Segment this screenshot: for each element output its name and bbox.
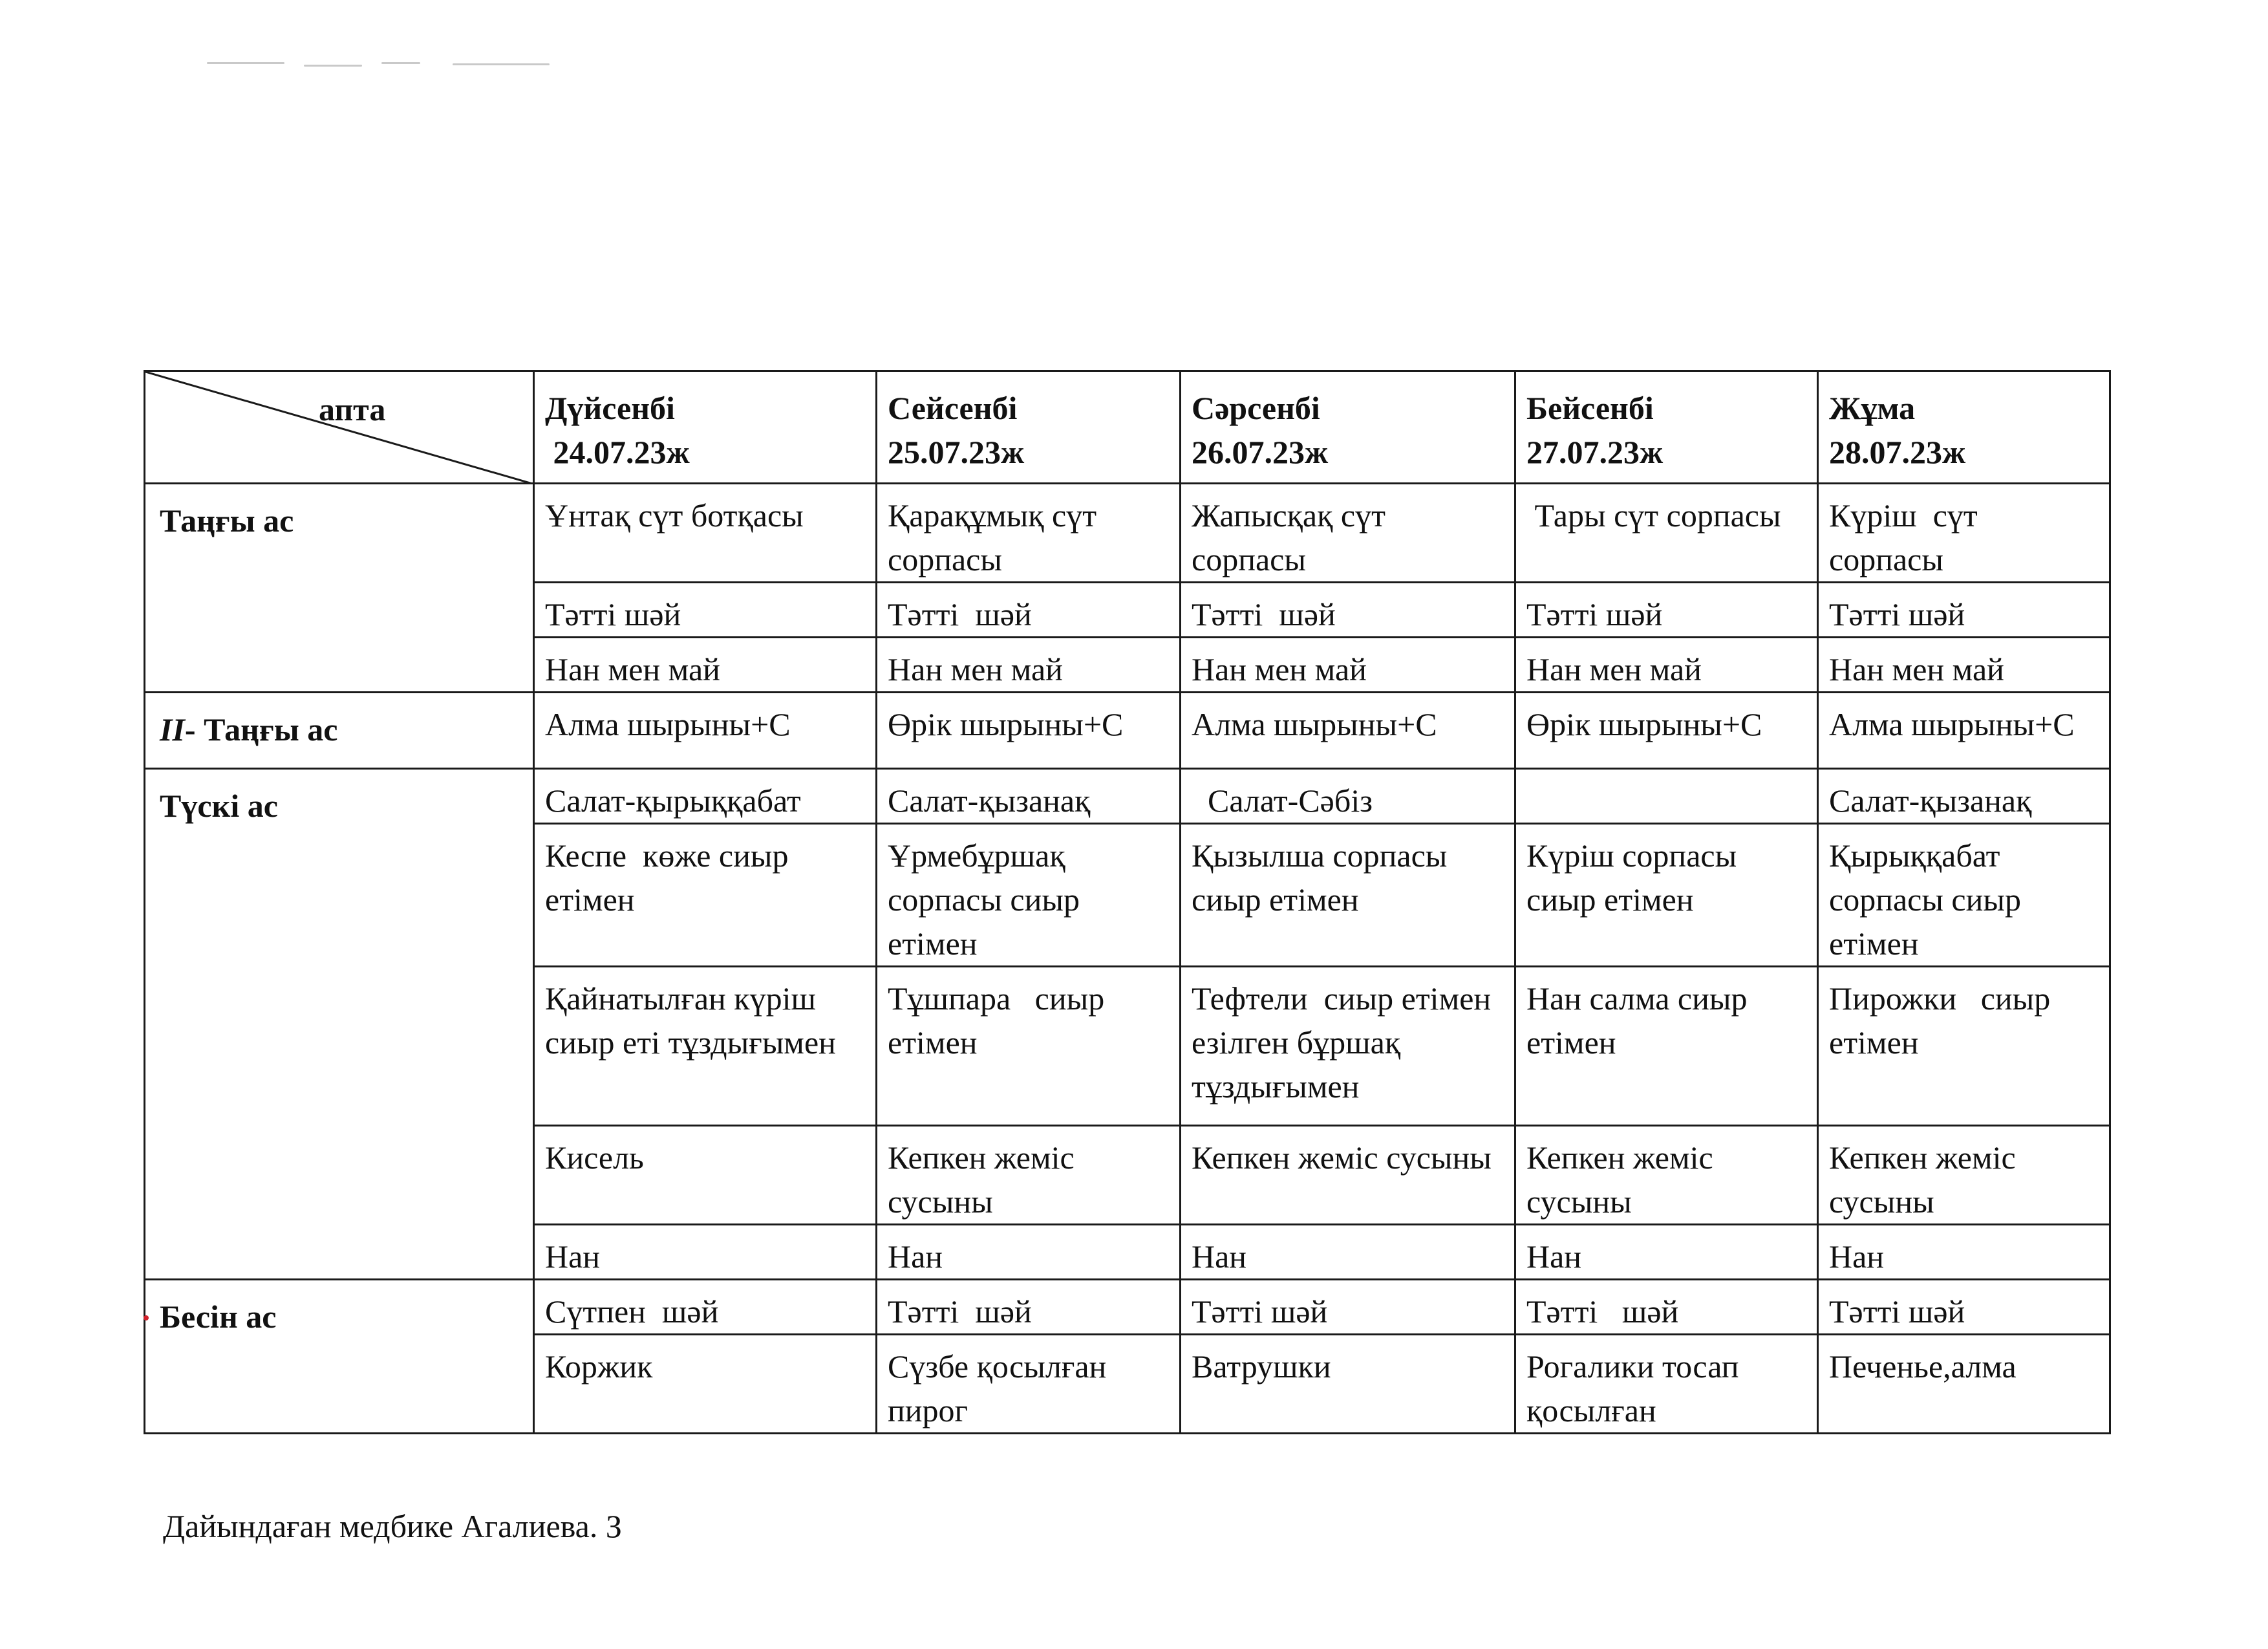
dish-cell: Тәтті шәй [534, 583, 877, 638]
day-name: Дүйсенбі [545, 390, 675, 426]
table-row [145, 693, 2110, 769]
dish-cell [1515, 769, 1818, 824]
scan-artifact [453, 63, 550, 65]
day-date: 25.07.23ж [888, 434, 1025, 470]
menu-body [145, 484, 2110, 1434]
dish-cell: Нан салма сиыр етімен [1515, 967, 1818, 1126]
day-date: 26.07.23ж [1192, 434, 1329, 470]
dish-cell: Нан мен май [1818, 638, 2110, 693]
meal-name-cell [145, 769, 534, 1280]
dish-cell: Нан [1181, 1225, 1515, 1280]
day-name: Сәрсенбі [1192, 390, 1320, 426]
table-header-row [145, 371, 2110, 484]
table-row [145, 1280, 2110, 1335]
table-row [145, 484, 2110, 583]
day-name: Бейсенбі [1526, 390, 1654, 426]
dish-cell: Алма шырыны+С [534, 693, 877, 769]
dish-cell: Нан [877, 1225, 1181, 1280]
dish-cell: Пирожки сиыр етімен [1818, 967, 2110, 1126]
dish-cell: Қарақұмық сүт сорпасы [877, 484, 1181, 583]
dish-cell: Салат-Сәбіз [1181, 769, 1515, 824]
meal-name: - Таңғы ас [184, 711, 338, 748]
dish-cell: Нан [1818, 1225, 2110, 1280]
week-label: апта [319, 391, 386, 427]
dish-cell: Өрік шырыны+С [877, 693, 1181, 769]
dish-cell: Нан мен май [1181, 638, 1515, 693]
dish-cell: Салат-қырыққабат [534, 769, 877, 824]
scan-artifact [207, 62, 284, 64]
dish-cell: Нан [534, 1225, 877, 1280]
meal-name-cell [145, 1280, 534, 1434]
dish-cell: Салат-қызанақ [1818, 769, 2110, 824]
scan-artifact [304, 65, 362, 67]
dish-cell: Салат-қызанақ [877, 769, 1181, 824]
dish-cell: Тары сүт сорпасы [1515, 484, 1818, 583]
meal-name-cell [145, 693, 534, 769]
dish-cell: Тәтті шәй [1181, 1280, 1515, 1335]
dish-cell: Рогалики тосап қосылған [1515, 1335, 1818, 1434]
meal-name: Түскі ас [160, 788, 278, 824]
dish-cell: Өрік шырыны+С [1515, 693, 1818, 769]
dish-cell: Тәтті шәй [1818, 1280, 2110, 1335]
dish-cell: Ұрмебұршақ сорпасы сиыр етімен [877, 824, 1181, 967]
day-header [877, 371, 1181, 484]
day-header [1818, 371, 2110, 484]
dish-cell: Тәтті шәй [877, 1280, 1181, 1335]
dish-cell: Жапысқақ сүт сорпасы [1181, 484, 1515, 583]
dish-cell: Қызылша сорпасы сиыр етімен [1181, 824, 1515, 967]
day-header [534, 371, 877, 484]
dish-cell: Кепкен жеміс сусыны [1515, 1126, 1818, 1225]
dish-cell: Сүтпен шәй [534, 1280, 877, 1335]
day-header [1515, 371, 1818, 484]
dish-cell: Печенье,алма [1818, 1335, 2110, 1434]
day-header [1181, 371, 1515, 484]
dish-cell: Сүзбе қосылған пирог [877, 1335, 1181, 1434]
meal-name-cell [145, 484, 534, 693]
dish-cell: Тәтті шәй [1181, 583, 1515, 638]
dish-cell: Тәтті шәй [877, 583, 1181, 638]
weekly-menu-table [144, 370, 2111, 1434]
scan-artifact [381, 62, 420, 64]
dish-cell: Тұшпара сиыр етімен [877, 967, 1181, 1126]
dish-cell: Ұнтақ сүт ботқасы [534, 484, 877, 583]
dish-cell: Тәтті шәй [1818, 583, 2110, 638]
dish-cell: Күріш сорпасы сиыр етімен [1515, 824, 1818, 967]
dish-cell: Кеспе көже сиыр етімен [534, 824, 877, 967]
dish-cell: Тефтели сиыр етімен езілген бұршақ тұздығымен [1181, 967, 1515, 1126]
dish-cell: Кепкен жеміс сусыны [1181, 1126, 1515, 1225]
table-row [145, 769, 2110, 824]
dish-cell: Ватрушки [1181, 1335, 1515, 1434]
dish-cell: Нан [1515, 1225, 1818, 1280]
dish-cell: Кисель [534, 1126, 877, 1225]
dish-cell: Алма шырыны+С [1818, 693, 2110, 769]
dish-cell: Нан мен май [1515, 638, 1818, 693]
signature-line: Дайындаған медбике Агалиева. З [163, 1508, 622, 1544]
red-mark [144, 1315, 149, 1320]
day-date: 27.07.23ж [1526, 434, 1664, 470]
dish-cell: Тәтті шәй [1515, 583, 1818, 638]
day-name: Сейсенбі [888, 390, 1018, 426]
dish-cell: Тәтті шәй [1515, 1280, 1818, 1335]
dish-cell: Қайнатылған күріш сиыр еті тұздығымен [534, 967, 877, 1126]
corner-cell [145, 371, 534, 484]
day-date: 24.07.23ж [545, 434, 690, 470]
meal-name: Таңғы ас [160, 502, 294, 539]
dish-cell: Нан мен май [877, 638, 1181, 693]
dish-cell: Коржик [534, 1335, 877, 1434]
dish-cell: Кепкен жеміс сусыны [877, 1126, 1181, 1225]
meal-roman-numeral: II [160, 711, 185, 748]
meal-name: Бесін ас [160, 1299, 277, 1335]
day-name: Жұма [1829, 390, 1916, 426]
dish-cell: Нан мен май [534, 638, 877, 693]
dish-cell: Кепкен жеміс сусыны [1818, 1126, 2110, 1225]
day-date: 28.07.23ж [1829, 434, 1966, 470]
dish-cell: Күріш сүт сорпасы [1818, 484, 2110, 583]
dish-cell: Қырыққабат сорпасы сиыр етімен [1818, 824, 2110, 967]
dish-cell: Алма шырыны+С [1181, 693, 1515, 769]
